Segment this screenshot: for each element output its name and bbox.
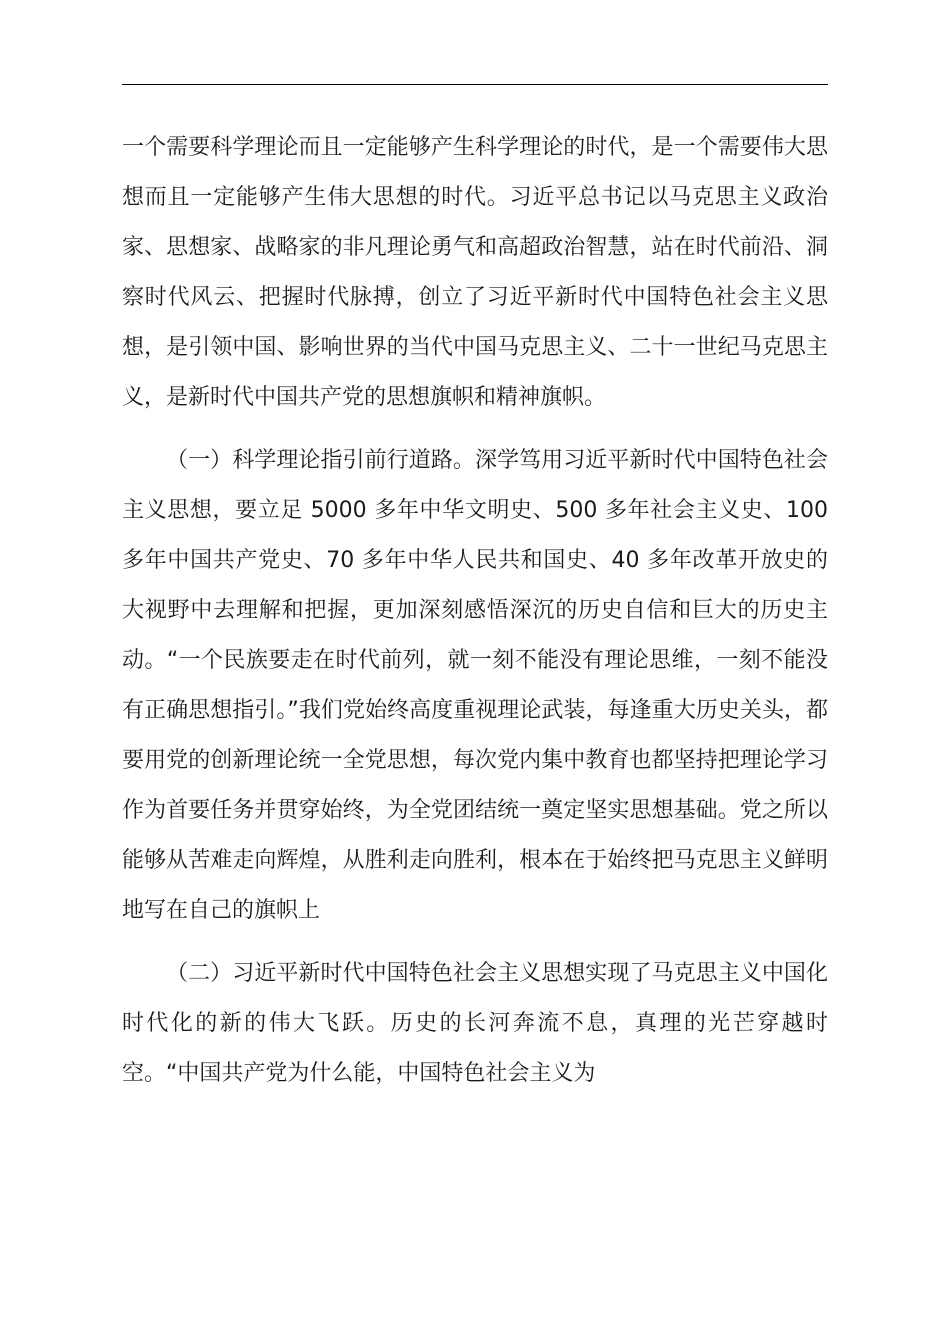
paragraph-intro: 一个需要科学理论而且一定能够产生科学理论的时代，是一个需要伟大思想而且一定能够产生伟大思想的时代。习近平总书记以马克思主义政治家、思想家、战略家的非凡理论勇气和高超政治智慧，站在时代前沿、洞察时代风云、把握时代脉搏，创立了习近平新时代中国特色社会主义思想，是引领中国、影响世界的当代中国马克思主义、二十一世纪马克思主义，是新时代中国共产党的思想旗帜和精神旗帜。 (122, 135, 828, 410)
paragraph-section-1: （一）科学理论指引前行道路。深学笃用习近平新时代中国特色社会主义思想，要立足 5000 多年中华文明史、500 多年社会主义史、100 多年中国共产党史、70 多年中华人民共和国史、40 多年改革开放史的大视野中去理解和把握，更加深刻感悟深沉的历史自信和巨大的历史主动。“一个民族要走在时代前列，就一刻不能没有理论思维，一刻不能没有正确思想指引。”我们党始终高度重视理论武装，每逢重大历史关头，都要用党的创新理论统一全党思想，每次党内集中教育也都坚持把理论学习作为首要任务并贯穿始终，为全党团结统一奠定坚实思想基础。党之所以能够从苦难走向辉煌，从胜利走向胜利，根本在于始终把马克思主义鲜明地写在自己的旗帜上 (122, 448, 828, 923)
document-body (122, 123, 828, 1099)
header-rule (122, 84, 828, 85)
paragraph-section-2: （二）习近平新时代中国特色社会主义思想实现了马克思主义中国化时代化的新的伟大飞跃。历史的长河奔流不息，真理的光芒穿越时空。“中国共产党为什么能，中国特色社会主义为 (122, 961, 828, 1086)
